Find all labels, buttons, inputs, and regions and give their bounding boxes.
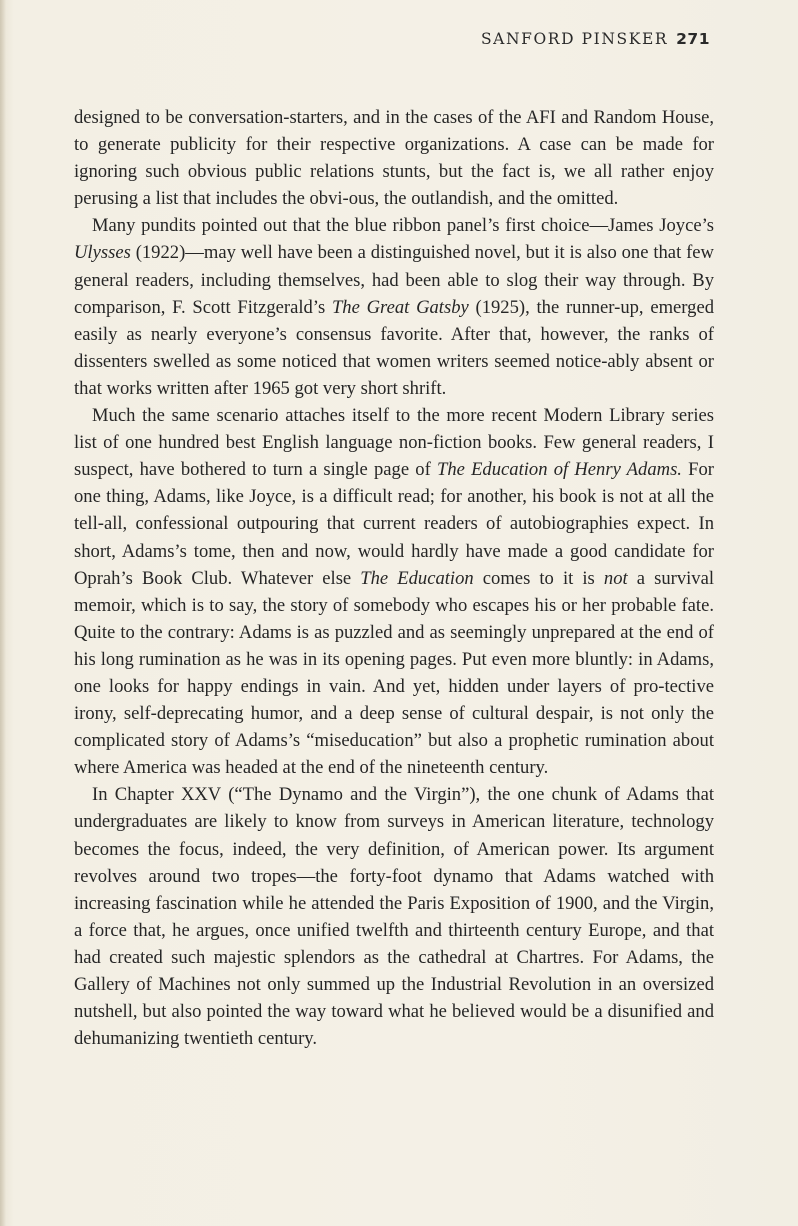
italic-text: not [603,567,628,589]
text-run: comes to it is [473,567,604,589]
text-run: designed to be conversation-starters, and in the cases of the AFI and Random House, to generate publicity for their respective organizations. A case can be made for ignoring such obvious public relations stunts, but the fact is, we all rather enjoy perusing a list that includes the obvi-ous, the outlandish, and the omitted. [74,107,714,210]
italic-text: The Education of Henry Adams. [436,459,682,481]
text-run: Many pundits pointed out that the blue ribbon panel’s first choice—James Joyce’s [92,215,714,237]
text-run: (1925), the runner-up, emerged easily as nearly everyone’s consensus favorite. After that, however, the ranks of dissenters swelled as some noticed that women writers seemed notice-ably absent or that works written after 1965 got very short shrift. [74,296,714,399]
gutter-shadow [0,0,6,1226]
page-number: 271 [676,30,710,48]
paragraph [74,402,714,781]
text-run: In Chapter XXV (“The Dynamo and the Virgin”), the one chunk of Adams that undergraduates are likely to know from surveys in American literature, technology becomes the focus, indeed, the very definition, of American power. Its argument revolves around two tropes—the forty-foot dynamo that Adams watched with increasing fascination while he attended the Paris Exposition of 1900, and the Virgin, a force that, he argues, once unified twelfth and thirteenth century Europe, and that had created such majestic splendors as the cathedral at Chartres. For Adams, the Gallery of Machines not only summed up the Industrial Revolution in an oversized nutshell, but also pointed the way toward what he believed would be a disunified and dehumanizing twentieth century. [74,784,714,1050]
body-text [74,104,714,1052]
paragraph [74,104,714,212]
italic-text: Ulysses [74,242,131,264]
italic-text: The Great Gatsby [331,296,469,318]
running-head-author: SANFORD PINSKER [480,30,669,48]
paragraph [74,781,714,1052]
running-head [481,30,710,48]
text-run: (1922)—may well have been a distinguished novel, but it is also one that few general readers, including themselves, had been able to slog their way through. By comparison, F. Scott Fitzgerald’s [74,242,714,318]
text-run: For one thing, Adams, like Joyce, is a difficult read; for another, his book is not at all the tell-all, confessional outpouring that current readers of autobiographies expect. In short, Adams’s tome, then and now, would hardly have made a good candidate for Oprah’s Book Club. Whatever else [74,459,714,589]
text-run: a survival memoir, which is to say, the story of somebody who escapes his or her probable fate. Quite to the contrary: Adams is as puzzled and as seemingly unprepared at the end of his long rumination as he was in its opening pages. Put even more bluntly: in Adams, one looks for happy endings in vain. And yet, hidden under layers of pro-tective irony, self-deprecating humor, and a deep sense of cultural despair, is not only the complicated story of Adams’s “miseducation” but also a prophetic rumination about where America was headed at the end of the nineteenth century. [74,567,715,779]
text-run: Much the same scenario attaches itself to the more recent Modern Library series list of one hundred best English language non-fiction books. Few general readers, I suspect, have bothered to turn a single page of [74,405,714,481]
paragraph [74,212,714,402]
italic-text: The Education [360,567,474,589]
